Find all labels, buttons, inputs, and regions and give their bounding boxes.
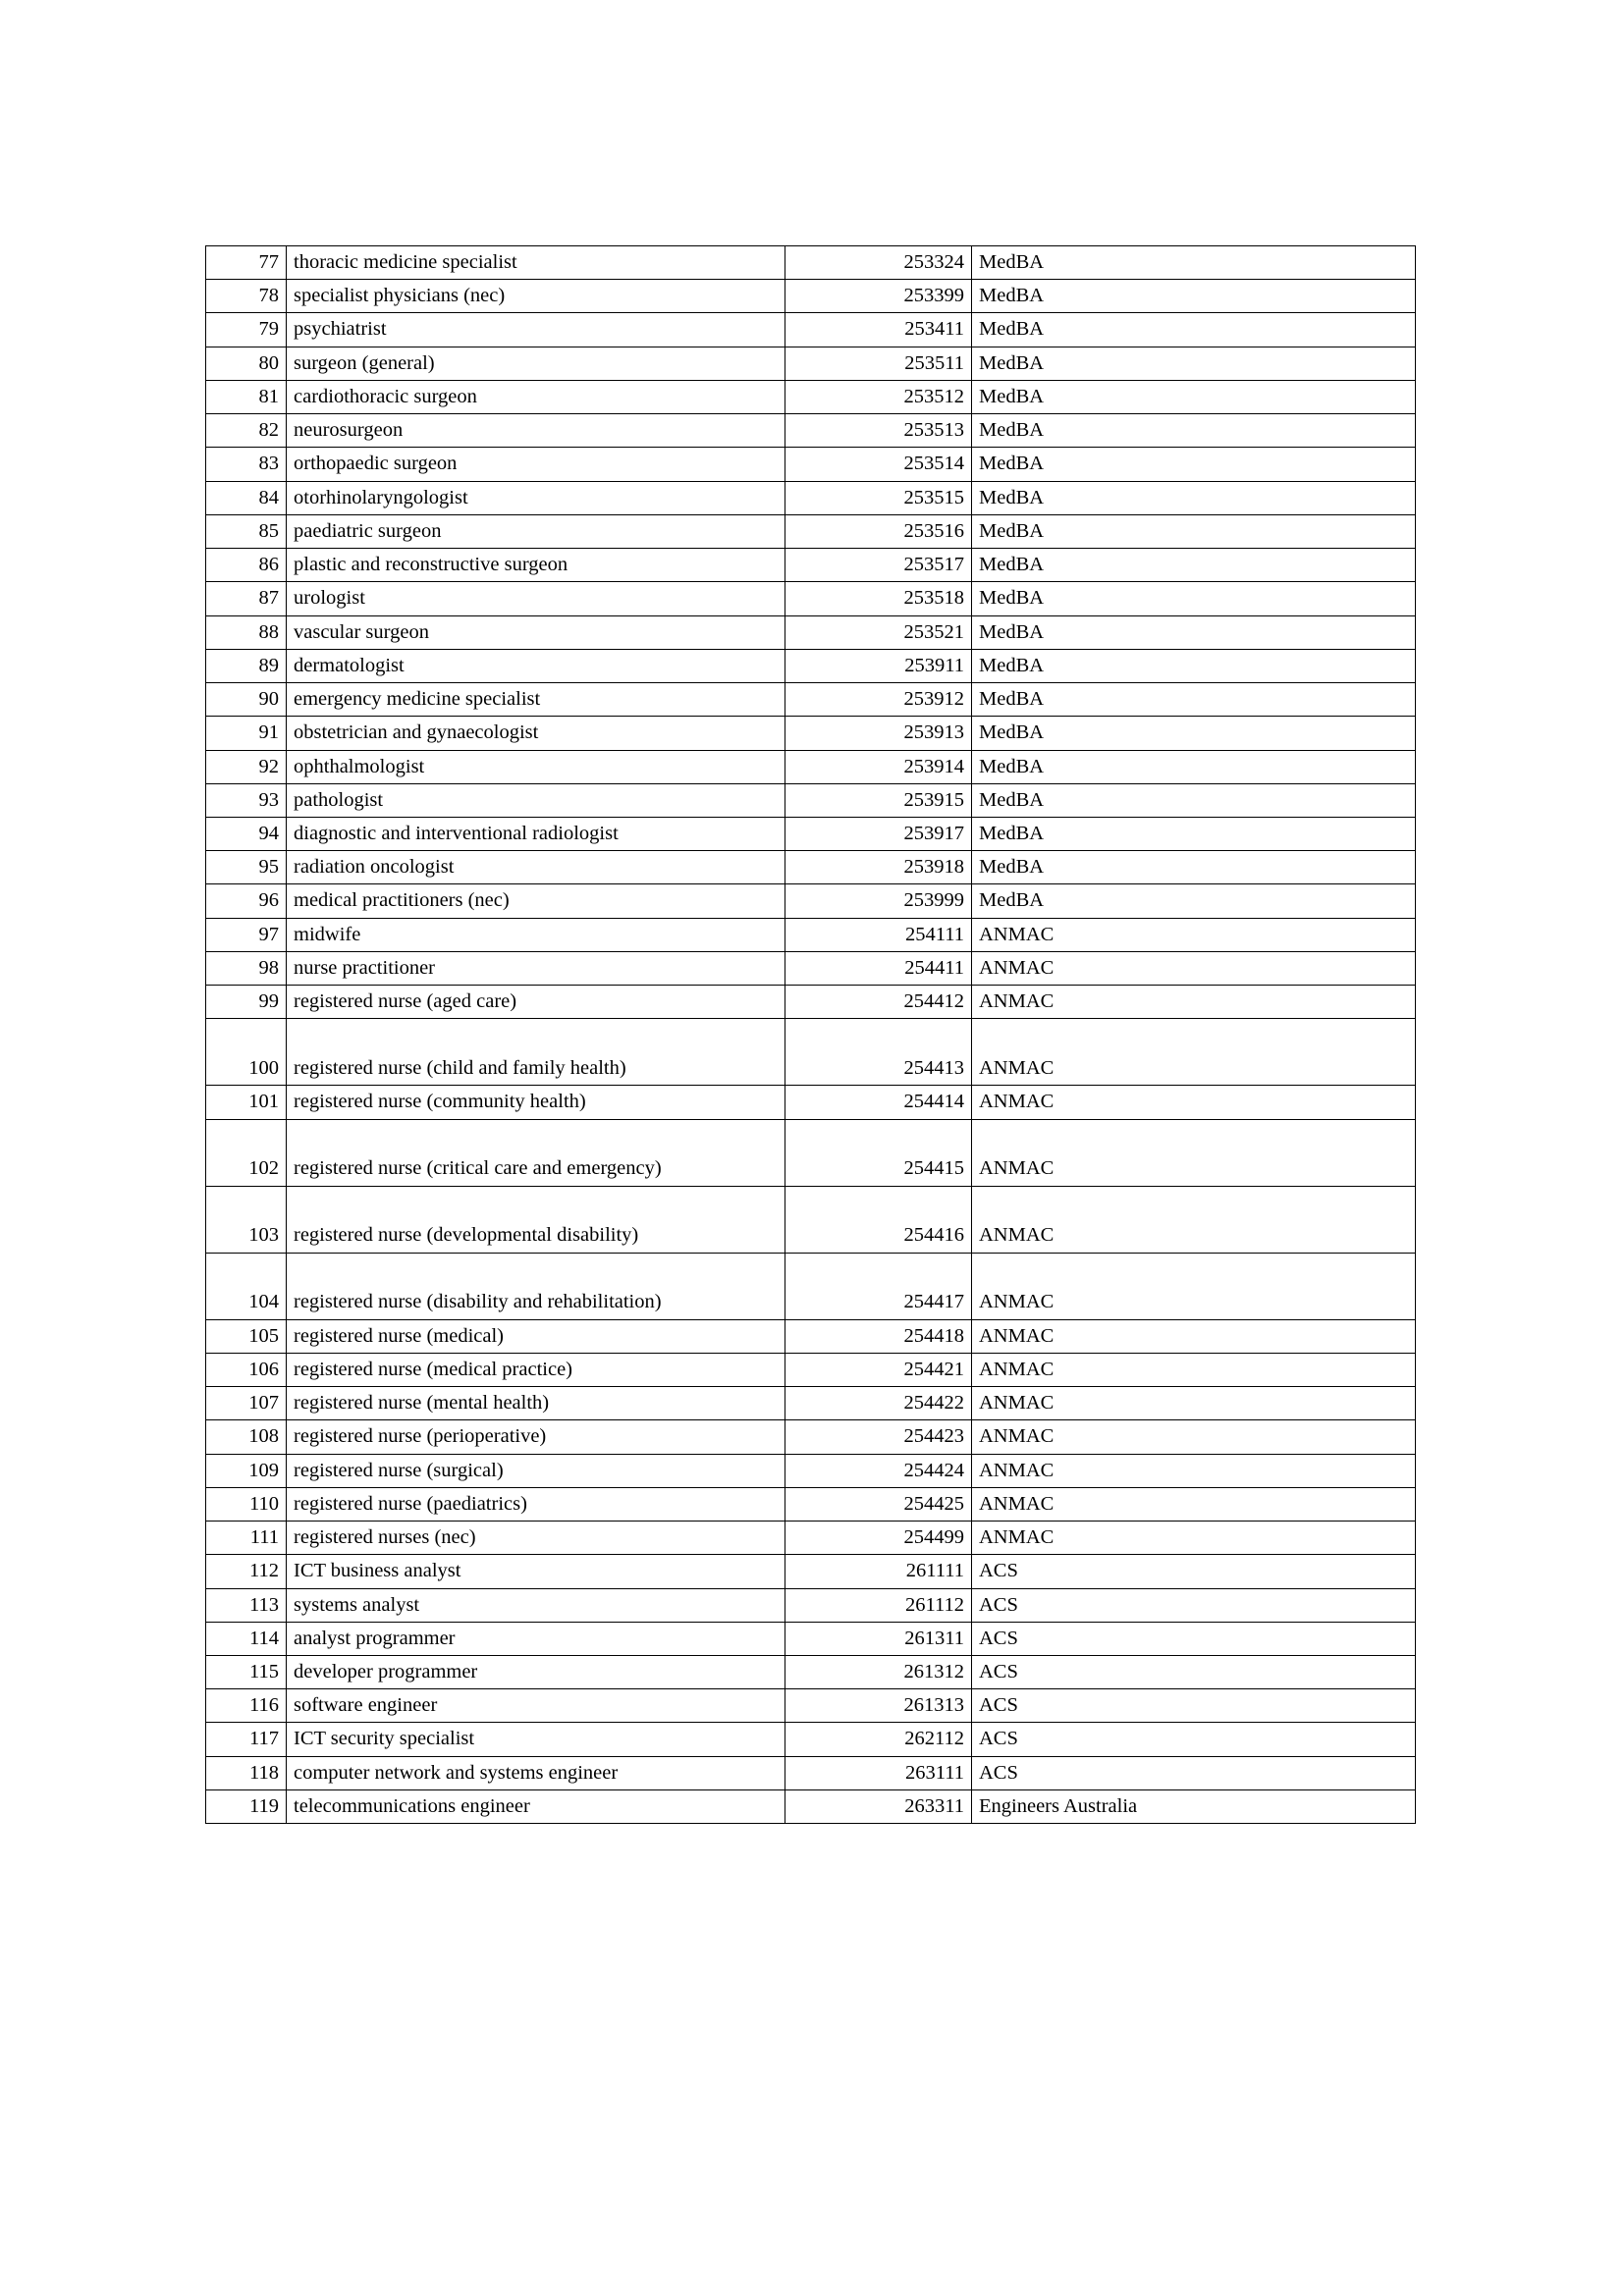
- row-number-cell: 88: [206, 615, 287, 649]
- table-row: [206, 1723, 1416, 1756]
- assessing-authority-cell: MedBA: [972, 448, 1416, 481]
- assessing-authority-cell: MedBA: [972, 783, 1416, 817]
- table-row: [206, 1119, 1416, 1186]
- row-number-cell: 107: [206, 1387, 287, 1420]
- assessing-authority-cell: MedBA: [972, 649, 1416, 682]
- occupation-name-cell: registered nurse (mental health): [287, 1387, 785, 1420]
- occupation-table-body: [206, 246, 1416, 1824]
- row-number-cell: 80: [206, 347, 287, 380]
- anzsco-code-cell: 253912: [785, 683, 972, 717]
- table-row: [206, 1522, 1416, 1555]
- table-row: [206, 1689, 1416, 1723]
- assessing-authority-cell: MedBA: [972, 884, 1416, 918]
- table-row: [206, 717, 1416, 750]
- anzsco-code-cell: 254413: [785, 1019, 972, 1086]
- row-number-cell: 87: [206, 582, 287, 615]
- anzsco-code-cell: 261311: [785, 1622, 972, 1655]
- anzsco-code-cell: 254425: [785, 1487, 972, 1521]
- anzsco-code-cell: 253399: [785, 280, 972, 313]
- row-number-cell: 79: [206, 313, 287, 347]
- anzsco-code-cell: 261312: [785, 1655, 972, 1688]
- row-number-cell: 91: [206, 717, 287, 750]
- anzsco-code-cell: 254415: [785, 1119, 972, 1186]
- assessing-authority-cell: ACS: [972, 1689, 1416, 1723]
- occupation-name-cell: systems analyst: [287, 1588, 785, 1622]
- table-row: [206, 1789, 1416, 1823]
- assessing-authority-cell: ACS: [972, 1588, 1416, 1622]
- table-row: [206, 246, 1416, 280]
- anzsco-code-cell: 253512: [785, 380, 972, 413]
- table-row: [206, 414, 1416, 448]
- table-row: [206, 1622, 1416, 1655]
- anzsco-code-cell: 253913: [785, 717, 972, 750]
- row-number-cell: 119: [206, 1789, 287, 1823]
- occupation-name-cell: registered nurse (child and family health): [287, 1019, 785, 1086]
- table-row: [206, 951, 1416, 985]
- row-number-cell: 118: [206, 1756, 287, 1789]
- anzsco-code-cell: 253917: [785, 817, 972, 850]
- occupation-name-cell: registered nurses (nec): [287, 1522, 785, 1555]
- occupation-name-cell: vascular surgeon: [287, 615, 785, 649]
- table-row: [206, 783, 1416, 817]
- assessing-authority-cell: MedBA: [972, 380, 1416, 413]
- row-number-cell: 117: [206, 1723, 287, 1756]
- row-number-cell: 99: [206, 986, 287, 1019]
- anzsco-code-cell: 253521: [785, 615, 972, 649]
- row-number-cell: 86: [206, 549, 287, 582]
- assessing-authority-cell: MedBA: [972, 750, 1416, 783]
- anzsco-code-cell: 253511: [785, 347, 972, 380]
- row-number-cell: 110: [206, 1487, 287, 1521]
- anzsco-code-cell: 253918: [785, 851, 972, 884]
- assessing-authority-cell: ANMAC: [972, 951, 1416, 985]
- table-row: [206, 1555, 1416, 1588]
- row-number-cell: 83: [206, 448, 287, 481]
- table-row: [206, 380, 1416, 413]
- row-number-cell: 106: [206, 1353, 287, 1386]
- anzsco-code-cell: 253513: [785, 414, 972, 448]
- row-number-cell: 115: [206, 1655, 287, 1688]
- occupation-name-cell: obstetrician and gynaecologist: [287, 717, 785, 750]
- assessing-authority-cell: ANMAC: [972, 986, 1416, 1019]
- row-number-cell: 111: [206, 1522, 287, 1555]
- anzsco-code-cell: 253914: [785, 750, 972, 783]
- occupation-name-cell: registered nurse (medical): [287, 1319, 785, 1353]
- anzsco-code-cell: 253518: [785, 582, 972, 615]
- row-number-cell: 98: [206, 951, 287, 985]
- anzsco-code-cell: 253915: [785, 783, 972, 817]
- occupation-name-cell: emergency medicine specialist: [287, 683, 785, 717]
- occupation-name-cell: registered nurse (surgical): [287, 1454, 785, 1487]
- assessing-authority-cell: MedBA: [972, 549, 1416, 582]
- row-number-cell: 77: [206, 246, 287, 280]
- anzsco-code-cell: 253517: [785, 549, 972, 582]
- occupation-name-cell: diagnostic and interventional radiologist: [287, 817, 785, 850]
- row-number-cell: 84: [206, 481, 287, 514]
- table-row: [206, 1420, 1416, 1454]
- assessing-authority-cell: ANMAC: [972, 1319, 1416, 1353]
- row-number-cell: 101: [206, 1086, 287, 1119]
- occupation-name-cell: software engineer: [287, 1689, 785, 1723]
- occupation-list-table: [205, 245, 1416, 1824]
- occupation-name-cell: plastic and reconstructive surgeon: [287, 549, 785, 582]
- anzsco-code-cell: 253999: [785, 884, 972, 918]
- row-number-cell: 94: [206, 817, 287, 850]
- row-number-cell: 103: [206, 1186, 287, 1253]
- row-number-cell: 82: [206, 414, 287, 448]
- assessing-authority-cell: MedBA: [972, 717, 1416, 750]
- table-row: [206, 549, 1416, 582]
- assessing-authority-cell: ACS: [972, 1756, 1416, 1789]
- occupation-name-cell: pathologist: [287, 783, 785, 817]
- assessing-authority-cell: ANMAC: [972, 1420, 1416, 1454]
- anzsco-code-cell: 254423: [785, 1420, 972, 1454]
- occupation-name-cell: registered nurse (developmental disability): [287, 1186, 785, 1253]
- row-number-cell: 89: [206, 649, 287, 682]
- assessing-authority-cell: Engineers Australia: [972, 1789, 1416, 1823]
- anzsco-code-cell: 263311: [785, 1789, 972, 1823]
- row-number-cell: 85: [206, 514, 287, 548]
- occupation-table-container: [205, 245, 1415, 1824]
- assessing-authority-cell: MedBA: [972, 414, 1416, 448]
- anzsco-code-cell: 254111: [785, 918, 972, 951]
- row-number-cell: 93: [206, 783, 287, 817]
- table-row: [206, 347, 1416, 380]
- row-number-cell: 102: [206, 1119, 287, 1186]
- occupation-name-cell: cardiothoracic surgeon: [287, 380, 785, 413]
- occupation-name-cell: ICT business analyst: [287, 1555, 785, 1588]
- anzsco-code-cell: 254421: [785, 1353, 972, 1386]
- table-row: [206, 851, 1416, 884]
- occupation-name-cell: surgeon (general): [287, 347, 785, 380]
- row-number-cell: 113: [206, 1588, 287, 1622]
- assessing-authority-cell: MedBA: [972, 280, 1416, 313]
- table-row: [206, 448, 1416, 481]
- table-row: [206, 1756, 1416, 1789]
- table-row: [206, 1019, 1416, 1086]
- table-row: [206, 1588, 1416, 1622]
- occupation-name-cell: ICT security specialist: [287, 1723, 785, 1756]
- assessing-authority-cell: ANMAC: [972, 1119, 1416, 1186]
- occupation-name-cell: neurosurgeon: [287, 414, 785, 448]
- table-row: [206, 986, 1416, 1019]
- table-row: [206, 615, 1416, 649]
- row-number-cell: 104: [206, 1253, 287, 1319]
- table-row: [206, 1454, 1416, 1487]
- occupation-name-cell: registered nurse (medical practice): [287, 1353, 785, 1386]
- assessing-authority-cell: MedBA: [972, 615, 1416, 649]
- assessing-authority-cell: MedBA: [972, 582, 1416, 615]
- row-number-cell: 108: [206, 1420, 287, 1454]
- anzsco-code-cell: 254412: [785, 986, 972, 1019]
- occupation-name-cell: midwife: [287, 918, 785, 951]
- assessing-authority-cell: ANMAC: [972, 1487, 1416, 1521]
- table-row: [206, 1319, 1416, 1353]
- row-number-cell: 105: [206, 1319, 287, 1353]
- table-row: [206, 884, 1416, 918]
- occupation-name-cell: ophthalmologist: [287, 750, 785, 783]
- assessing-authority-cell: ANMAC: [972, 1454, 1416, 1487]
- table-row: [206, 280, 1416, 313]
- table-row: [206, 649, 1416, 682]
- anzsco-code-cell: 253324: [785, 246, 972, 280]
- table-row: [206, 582, 1416, 615]
- table-row: [206, 683, 1416, 717]
- anzsco-code-cell: 261112: [785, 1588, 972, 1622]
- row-number-cell: 97: [206, 918, 287, 951]
- occupation-name-cell: psychiatrist: [287, 313, 785, 347]
- anzsco-code-cell: 254417: [785, 1253, 972, 1319]
- occupation-name-cell: analyst programmer: [287, 1622, 785, 1655]
- occupation-name-cell: registered nurse (community health): [287, 1086, 785, 1119]
- assessing-authority-cell: ANMAC: [972, 1522, 1416, 1555]
- assessing-authority-cell: ANMAC: [972, 1019, 1416, 1086]
- assessing-authority-cell: ANMAC: [972, 1086, 1416, 1119]
- row-number-cell: 116: [206, 1689, 287, 1723]
- row-number-cell: 78: [206, 280, 287, 313]
- assessing-authority-cell: ANMAC: [972, 1353, 1416, 1386]
- occupation-name-cell: otorhinolaryngologist: [287, 481, 785, 514]
- assessing-authority-cell: ACS: [972, 1555, 1416, 1588]
- assessing-authority-cell: MedBA: [972, 347, 1416, 380]
- row-number-cell: 92: [206, 750, 287, 783]
- occupation-name-cell: registered nurse (paediatrics): [287, 1487, 785, 1521]
- row-number-cell: 90: [206, 683, 287, 717]
- row-number-cell: 100: [206, 1019, 287, 1086]
- anzsco-code-cell: 261313: [785, 1689, 972, 1723]
- occupation-name-cell: nurse practitioner: [287, 951, 785, 985]
- anzsco-code-cell: 254422: [785, 1387, 972, 1420]
- anzsco-code-cell: 254416: [785, 1186, 972, 1253]
- row-number-cell: 96: [206, 884, 287, 918]
- assessing-authority-cell: MedBA: [972, 851, 1416, 884]
- table-row: [206, 1186, 1416, 1253]
- anzsco-code-cell: 254424: [785, 1454, 972, 1487]
- occupation-name-cell: paediatric surgeon: [287, 514, 785, 548]
- assessing-authority-cell: ACS: [972, 1655, 1416, 1688]
- assessing-authority-cell: MedBA: [972, 481, 1416, 514]
- assessing-authority-cell: ANMAC: [972, 1186, 1416, 1253]
- assessing-authority-cell: ANMAC: [972, 918, 1416, 951]
- occupation-name-cell: registered nurse (critical care and emergency): [287, 1119, 785, 1186]
- assessing-authority-cell: ACS: [972, 1622, 1416, 1655]
- assessing-authority-cell: ANMAC: [972, 1253, 1416, 1319]
- row-number-cell: 95: [206, 851, 287, 884]
- table-row: [206, 817, 1416, 850]
- anzsco-code-cell: 253911: [785, 649, 972, 682]
- row-number-cell: 112: [206, 1555, 287, 1588]
- occupation-name-cell: registered nurse (disability and rehabilitation): [287, 1253, 785, 1319]
- anzsco-code-cell: 253411: [785, 313, 972, 347]
- assessing-authority-cell: ACS: [972, 1723, 1416, 1756]
- anzsco-code-cell: 254418: [785, 1319, 972, 1353]
- anzsco-code-cell: 253515: [785, 481, 972, 514]
- anzsco-code-cell: 254414: [785, 1086, 972, 1119]
- table-row: [206, 918, 1416, 951]
- assessing-authority-cell: MedBA: [972, 683, 1416, 717]
- table-row: [206, 1253, 1416, 1319]
- table-row: [206, 1487, 1416, 1521]
- row-number-cell: 109: [206, 1454, 287, 1487]
- table-row: [206, 514, 1416, 548]
- occupation-name-cell: developer programmer: [287, 1655, 785, 1688]
- occupation-name-cell: telecommunications engineer: [287, 1789, 785, 1823]
- anzsco-code-cell: 254499: [785, 1522, 972, 1555]
- assessing-authority-cell: MedBA: [972, 313, 1416, 347]
- table-row: [206, 1086, 1416, 1119]
- anzsco-code-cell: 253514: [785, 448, 972, 481]
- assessing-authority-cell: ANMAC: [972, 1387, 1416, 1420]
- assessing-authority-cell: MedBA: [972, 246, 1416, 280]
- table-row: [206, 481, 1416, 514]
- table-row: [206, 1353, 1416, 1386]
- assessing-authority-cell: MedBA: [972, 514, 1416, 548]
- anzsco-code-cell: 261111: [785, 1555, 972, 1588]
- row-number-cell: 81: [206, 380, 287, 413]
- occupation-name-cell: specialist physicians (nec): [287, 280, 785, 313]
- table-row: [206, 313, 1416, 347]
- occupation-name-cell: thoracic medicine specialist: [287, 246, 785, 280]
- anzsco-code-cell: 253516: [785, 514, 972, 548]
- occupation-name-cell: registered nurse (perioperative): [287, 1420, 785, 1454]
- assessing-authority-cell: MedBA: [972, 817, 1416, 850]
- occupation-name-cell: urologist: [287, 582, 785, 615]
- row-number-cell: 114: [206, 1622, 287, 1655]
- anzsco-code-cell: 262112: [785, 1723, 972, 1756]
- anzsco-code-cell: 254411: [785, 951, 972, 985]
- occupation-name-cell: medical practitioners (nec): [287, 884, 785, 918]
- occupation-name-cell: registered nurse (aged care): [287, 986, 785, 1019]
- occupation-name-cell: computer network and systems engineer: [287, 1756, 785, 1789]
- table-row: [206, 1387, 1416, 1420]
- occupation-name-cell: dermatologist: [287, 649, 785, 682]
- table-row: [206, 750, 1416, 783]
- table-row: [206, 1655, 1416, 1688]
- occupation-name-cell: radiation oncologist: [287, 851, 785, 884]
- occupation-name-cell: orthopaedic surgeon: [287, 448, 785, 481]
- anzsco-code-cell: 263111: [785, 1756, 972, 1789]
